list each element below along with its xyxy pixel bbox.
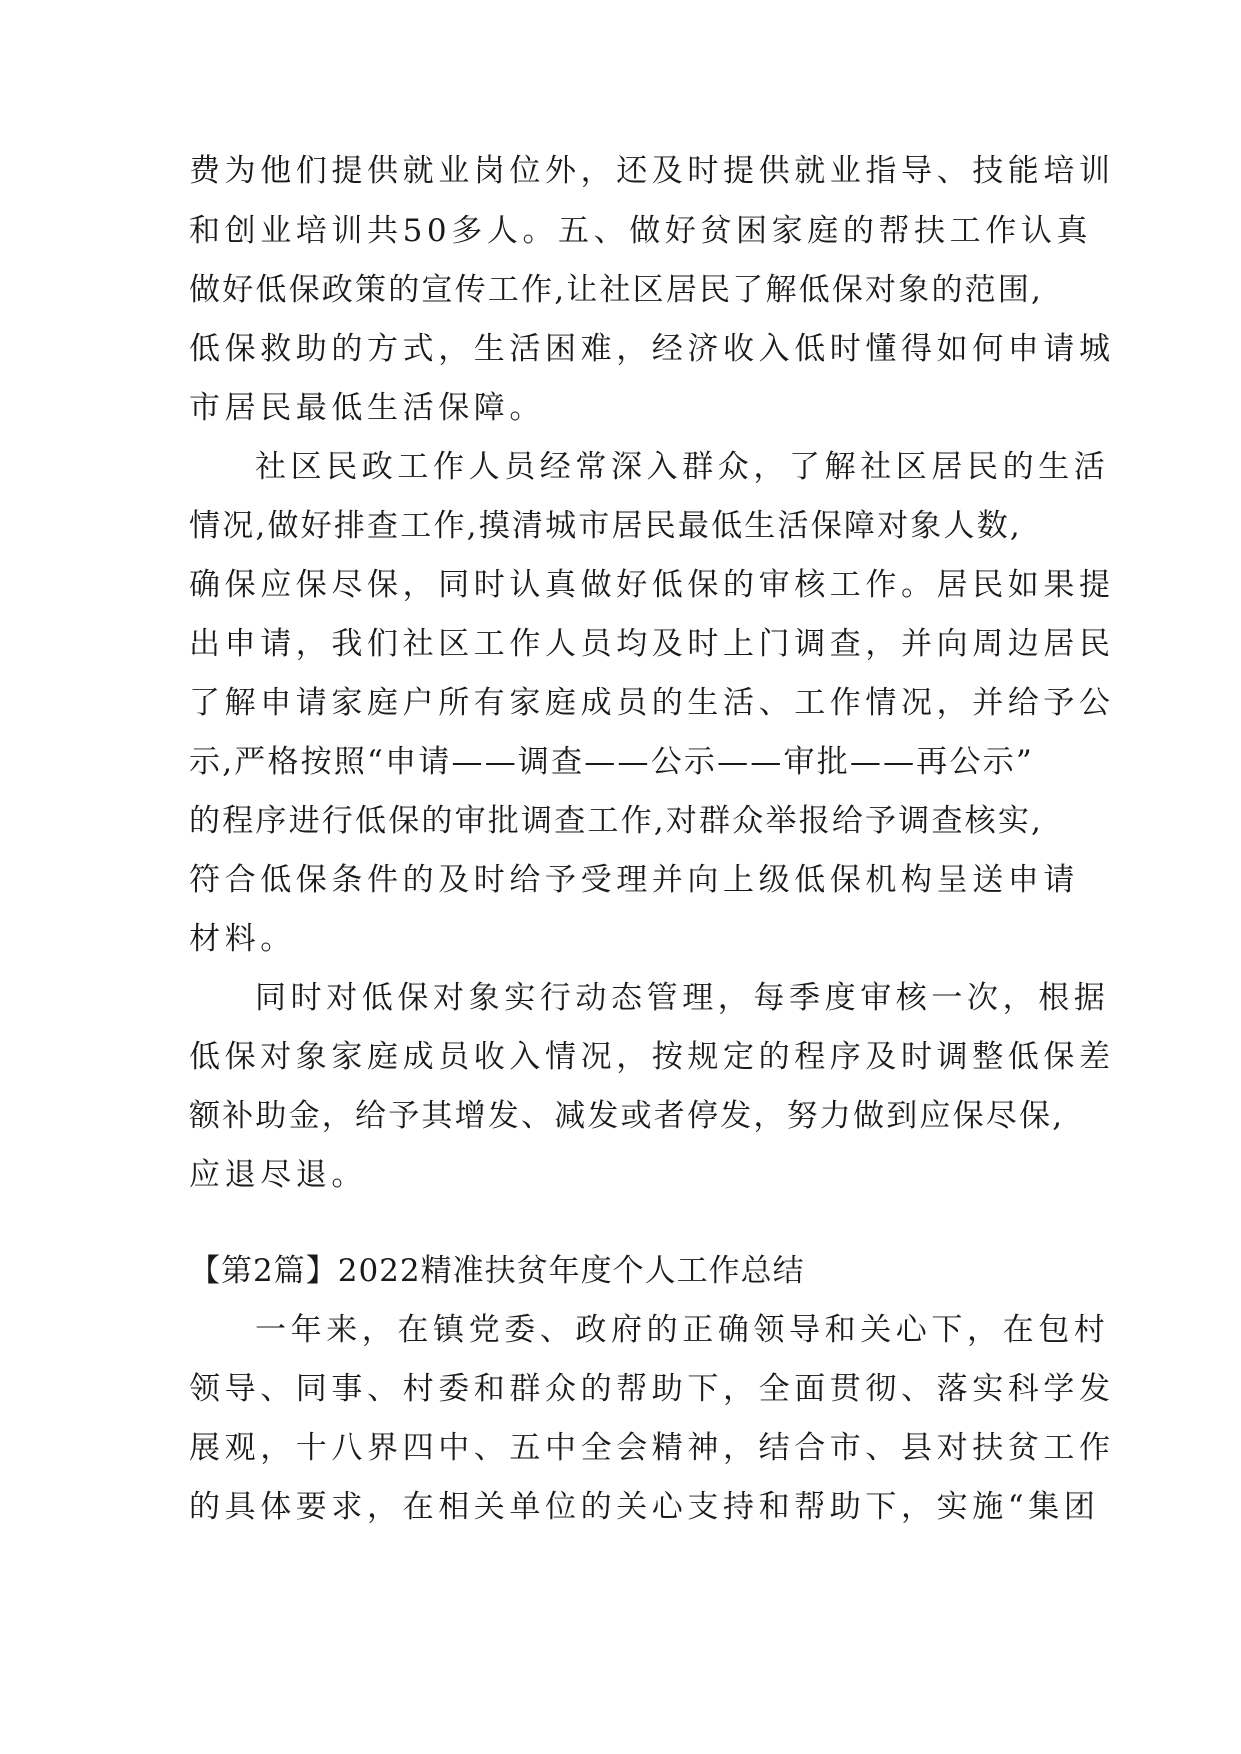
text-line: 市居民最低生活保障。	[189, 390, 545, 426]
text-line: 材料。	[189, 921, 296, 957]
text-line: 示,严格按照“申请——调查——公示——审批——再公示”	[189, 744, 1034, 780]
text-line: 低保对象家庭成员收入情况，按规定的程序及时调整低保差	[189, 1039, 1115, 1075]
text-line: 领导、同事、村委和群众的帮助下，全面贯彻、落实科学发	[189, 1371, 1115, 1407]
text-line: 同时对低保对象实行动态管理，每季度审核一次，根据	[255, 980, 1110, 1016]
text-line: 和创业培训共50多人。五、做好贫困家庭的帮扶工作认真	[189, 213, 1093, 249]
text-line: 应退尽退。	[189, 1157, 367, 1193]
text-line: 额补助金，给予其增发、减发或者停发，努力做到应保尽保,	[189, 1098, 1065, 1134]
text-line: 费为他们提供就业岗位外，还及时提供就业指导、技能培训	[189, 153, 1115, 189]
text-line: 出申请，我们社区工作人员均及时上门调查，并向周边居民	[189, 626, 1115, 662]
text-line: 了解申请家庭户所有家庭成员的生活、工作情况，并给予公	[189, 685, 1115, 721]
text-line: 确保应保尽保，同时认真做好低保的审核工作。居民如果提	[189, 567, 1115, 603]
text-line: 情况,做好排查工作,摸清城市居民最低生活保障对象人数,	[189, 508, 1022, 544]
text-line: 展观，十八界四中、五中全会精神，结合市、县对扶贫工作	[189, 1430, 1115, 1466]
section-heading: 【第2篇】2022精准扶贫年度个人工作总结	[189, 1253, 805, 1289]
text-line: 做好低保政策的宣传工作,让社区居民了解低保对象的范围,	[189, 272, 1044, 308]
text-line: 低保救助的方式，生活困难，经济收入低时懂得如何申请城	[189, 331, 1115, 367]
text-line: 符合低保条件的及时给予受理并向上级低保机构呈送申请	[189, 862, 1079, 898]
text-line: 社区民政工作人员经常深入群众，了解社区居民的生活	[255, 449, 1110, 485]
text-line: 的具体要求，在相关单位的关心支持和帮助下，实施“集团	[189, 1489, 1100, 1525]
text-line: 一年来，在镇党委、政府的正确领导和关心下，在包村	[255, 1312, 1110, 1348]
text-line: 的程序进行低保的审批调查工作,对群众举报给予调查核实,	[189, 803, 1044, 839]
